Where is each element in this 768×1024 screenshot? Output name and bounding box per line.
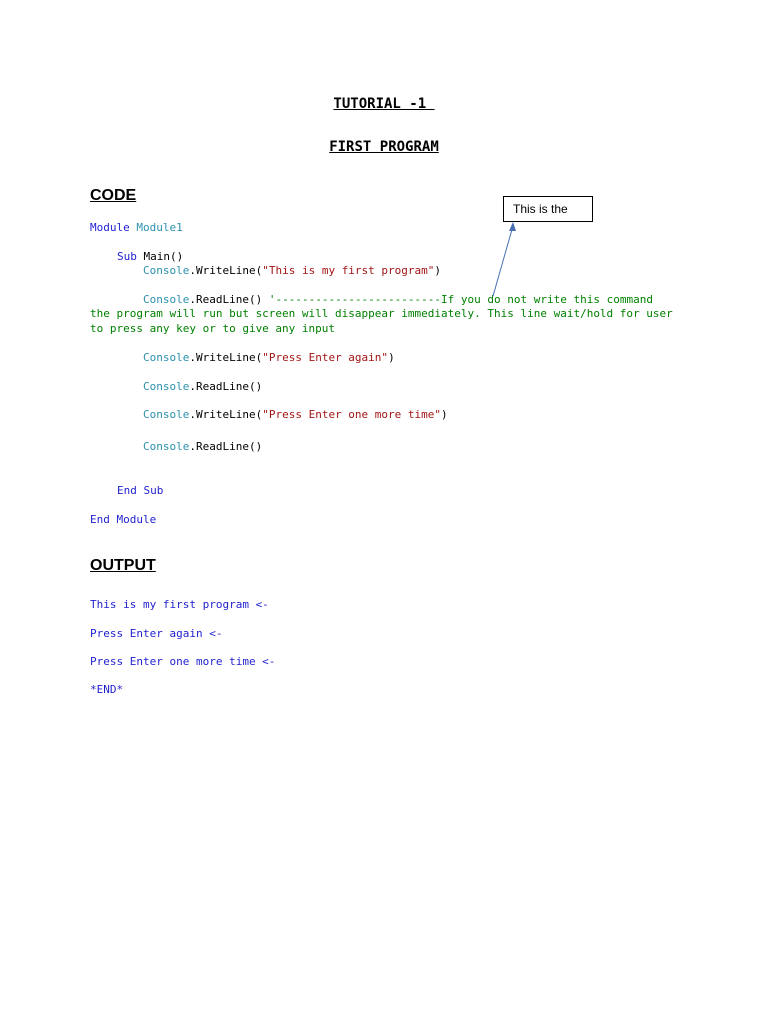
code-class: Console <box>143 408 190 421</box>
code-comment: to press any key or to give any input <box>90 322 336 335</box>
code-line-writeline-3 <box>143 408 448 422</box>
code-text: ) <box>388 351 395 364</box>
code-text: .WriteLine( <box>189 264 263 277</box>
code-keyword: End Sub <box>117 484 164 497</box>
code-text: .WriteLine( <box>189 408 263 421</box>
code-class: Console <box>143 380 190 393</box>
code-line-comment-2 <box>90 307 673 321</box>
document-subtitle: FIRST PROGRAM <box>329 139 439 155</box>
code-keyword: End Module <box>90 513 157 526</box>
callout-text: This is the <box>513 202 568 216</box>
code-line-comment-3 <box>90 322 335 336</box>
code-line-readline-3 <box>143 440 262 454</box>
code-keyword: Sub <box>117 250 137 263</box>
output-line-4: *END* <box>90 683 124 696</box>
output-line-3: Press Enter one more time <- <box>90 655 276 668</box>
code-text: .ReadLine() <box>189 380 263 393</box>
code-line-readline-1 <box>143 293 653 307</box>
code-keyword: Module <box>90 221 130 234</box>
code-text: .ReadLine() <box>189 440 263 453</box>
code-line-readline-2 <box>143 380 262 394</box>
code-text: Main() <box>136 250 184 263</box>
code-line-writeline-1 <box>143 264 441 278</box>
code-line-sub <box>117 250 183 264</box>
code-text: .ReadLine() <box>189 293 269 306</box>
document-title: TUTORIAL -1 <box>333 96 435 112</box>
code-text: .WriteLine( <box>189 351 263 364</box>
code-string: "Press Enter one more time" <box>262 408 442 421</box>
code-class: Console <box>143 264 190 277</box>
code-module-name: Module1 <box>129 221 183 234</box>
code-string: "Press Enter again" <box>262 351 389 364</box>
code-heading: CODE <box>90 187 137 204</box>
output-line-1: This is my first program <- <box>90 598 269 611</box>
code-text: ) <box>441 408 448 421</box>
code-comment: '-------------------------If you do not write this command <box>268 293 653 306</box>
code-line-end-module <box>90 513 156 527</box>
code-line-module <box>90 221 183 235</box>
code-string: "This is my first program" <box>262 264 435 277</box>
code-class: Console <box>143 440 190 453</box>
code-comment: the program will run but screen will disappear immediately. This line wait/hold for user <box>90 307 673 320</box>
code-class: Console <box>143 351 190 364</box>
output-line-2: Press Enter again <- <box>90 627 223 640</box>
code-line-end-sub <box>117 484 163 498</box>
code-text: ) <box>434 264 442 277</box>
code-line-writeline-2 <box>143 351 395 365</box>
code-class: Console <box>143 293 190 306</box>
output-heading: OUTPUT <box>90 557 156 574</box>
